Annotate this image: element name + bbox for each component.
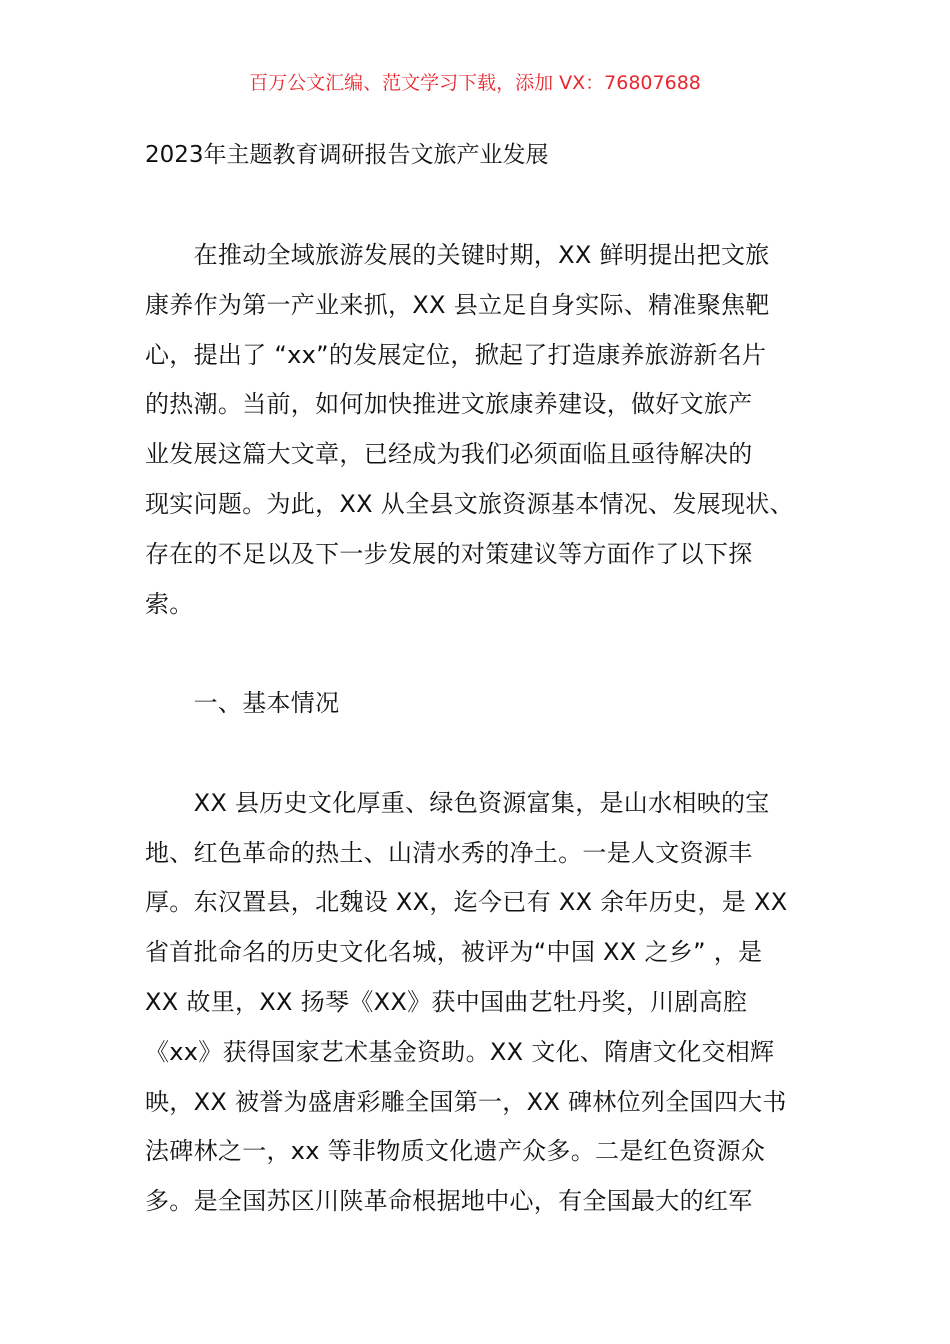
- text-line: 厚。东汉置县，北魏设 XX，迄今已有 XX 余年历史，是 XX: [145, 888, 788, 916]
- text-line: 心，提出了 “xx”的发展定位，掀起了打造康养旅游新名片: [145, 341, 767, 369]
- text-line: 索。: [145, 590, 194, 618]
- text-line: 法碑林之一，xx 等非物质文化遗产众多。二是红色资源众: [145, 1137, 766, 1165]
- text-line: 存在的不足以及下一步发展的对策建议等方面作了以下探: [145, 540, 753, 568]
- text-line: 的热潮。当前，如何加快推进文旅康养建设，做好文旅产: [145, 390, 753, 418]
- section-heading: 一、基本情况: [145, 689, 340, 717]
- text-line: 业发展这篇大文章，已经成为我们必须面临且亟待解决的: [145, 440, 753, 468]
- document-title: 2023年主题教育调研报告文旅产业发展: [145, 142, 549, 168]
- watermark-header: 百万公文汇编、范文学习下载，添加 VX：76807688: [249, 72, 701, 94]
- text-line: 康养作为第一产业来抓，XX 县立足自身实际、精准聚焦靶: [145, 291, 770, 319]
- text-line: 映，XX 被誉为盛唐彩雕全国第一，XX 碑林位列全国四大书: [145, 1088, 787, 1116]
- text-line: 在推动全域旅游发展的关键时期，XX 鲜明提出把文旅: [145, 241, 770, 269]
- text-line: 现实问题。为此，XX 从全县文旅资源基本情况、发展现状、: [145, 490, 794, 518]
- text-line: 地、红色革命的热土、山清水秀的净土。一是人文资源丰: [145, 839, 753, 867]
- text-line: 多。是全国苏区川陕革命根据地中心，有全国最大的红军: [145, 1187, 753, 1215]
- text-line: 《xx》获得国家艺术基金资助。XX 文化、隋唐文化交相辉: [145, 1038, 775, 1066]
- text-line: XX 县历史文化厚重、绿色资源富集，是山水相映的宝: [145, 789, 770, 817]
- text-line: 省首批命名的历史文化名城，被评为“中国 XX 之乡” ，是: [145, 938, 763, 966]
- text-line: XX 故里，XX 扬琴《XX》获中国曲艺牡丹奖，川剧高腔: [145, 988, 748, 1016]
